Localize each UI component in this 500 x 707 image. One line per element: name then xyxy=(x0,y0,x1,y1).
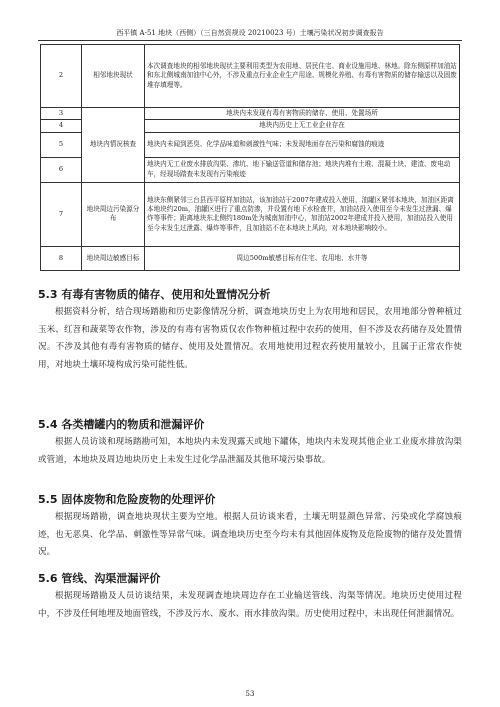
table-row xyxy=(41,246,460,270)
row-item: 地块周边敏感目标 xyxy=(82,246,145,270)
section-paragraph: 根据人员访谈和现场踏勘可知，本地块内未发现露天或地下罐体，地块内未发现其他企业工业废水排放沟渠或管道，本地块及周边地块历史上未发生过化学品泄漏及其他环境污染事故。 xyxy=(38,437,462,465)
row-description: 地块内未闻到恶臭、化学品味道和刺激性气味；未发现地面存在污染和腐蚀的痕迹 xyxy=(145,132,460,157)
row-number: 3 xyxy=(41,108,82,120)
row-number: 5 xyxy=(41,132,82,157)
row-description: 地块内历史上无工业企业存在 xyxy=(145,120,460,132)
section-paragraph: 根据资料分析，结合现场踏勘和历史影像情况分析，调查地块历史上为农用地和居民，农用地部分曾种植过玉米、红苕和蔬菜等农作物，涉及的有毒有害物质仅农作物种植过程中农药的使用，但不涉及农药储存及处置情况。不涉及其他有毒有害物质的储存、使用及处置情况。农用地使用过程农药使用量较小，且属于正常农作使用，对地块土壤环境构成污染可能性低。 xyxy=(38,307,462,370)
row-description: 地块内未发现有毒有害物质的储存、使用、处置场所 xyxy=(145,108,460,120)
row-description: 周边500m敏感目标有住宅、农用地、水井等 xyxy=(145,246,460,270)
row-item: 地块周边污染源分布 xyxy=(82,182,145,246)
row-description: 本次调查地块的相邻地块现状主要利用类型为农用地、居民住宅、商业设施用地、林地。除东侧原样加油站和东北侧城南加油中心外，不涉及重点行业企业生产用途、规模化养殖、有毒有害物质的储存输送以及固废堆存填埋等。 xyxy=(145,45,460,108)
table-row xyxy=(41,45,460,108)
row-item: 相邻地块现状 xyxy=(82,45,145,108)
site-survey-table xyxy=(40,44,460,271)
row-number: 6 xyxy=(41,157,82,182)
row-number: 7 xyxy=(41,182,82,246)
section-heading: 5.5 固体废物和危险废物的处理评价 xyxy=(38,493,216,506)
section-paragraph: 根据现场踏勘，调查地块现状主要为空地。根据人员访谈来看，土壤无明显颜色异常、污染或化学腐蚀痕迹，也无恶臭、化学品、刺激性等异常气味。调查地块历史至今均未有其他固体废物及危险废物的储存及处置情况。 xyxy=(38,512,462,557)
page-number: 53 xyxy=(245,690,255,698)
row-item: 地块内情况核查 xyxy=(82,108,145,183)
row-description: 地块东侧紧邻三台县西平原样加油站，该加油站于2007年建成投入使用，油罐区紧邻本地块，加油区距离本地块约20m，油罐区进行了重点防渗，并设置有地下水检查井，加油站投入使用至今未发生过泄漏、爆炸等事件；距离地块东北侧约180m处为城南加油中心，加油站2002年建成并投入使用，加油站投入使用至今未发生过泄露、爆炸等事件，且加油站不在本地块上风向，对本地块影响较小。 xyxy=(145,182,460,246)
section-5-4 xyxy=(38,418,462,469)
table-row xyxy=(41,182,460,246)
row-description: 地块内无工业废水排放沟渠、渗坑、地下输送管道和储存池；地块内堆有土堆、混凝土块、建渣、废电动车，经现场踏查未发现有污染痕迹 xyxy=(145,157,460,182)
section-heading: 5.6 管线、沟渠泄漏评价 xyxy=(38,572,161,585)
section-heading: 5.3 有毒有害物质的储存、使用和处置情况分析 xyxy=(38,288,271,301)
section-5-5 xyxy=(38,493,462,562)
section-heading: 5.4 各类槽罐内的物质和泄漏评价 xyxy=(38,418,205,431)
section-paragraph: 根据现场踏勘及人员访谈结果，未发现调查地块周边存在工业输送管线、沟渠等情况。地块历史使用过程中，不涉及任何地埋及地面管线，不涉及污水、废水、雨水排放沟渠。历史使用过程中，未出现任何泄漏情况。 xyxy=(38,591,462,619)
row-number: 2 xyxy=(41,45,82,108)
row-number: 8 xyxy=(41,246,82,270)
section-5-3 xyxy=(38,288,462,374)
row-number: 4 xyxy=(41,120,82,132)
section-5-6 xyxy=(38,572,462,623)
table-row xyxy=(41,108,460,120)
page-header: 西平镇 A-51 地块（西侧）（三自然资规设 20210023 号）土壤污染状况初步调查报告 xyxy=(38,28,462,41)
